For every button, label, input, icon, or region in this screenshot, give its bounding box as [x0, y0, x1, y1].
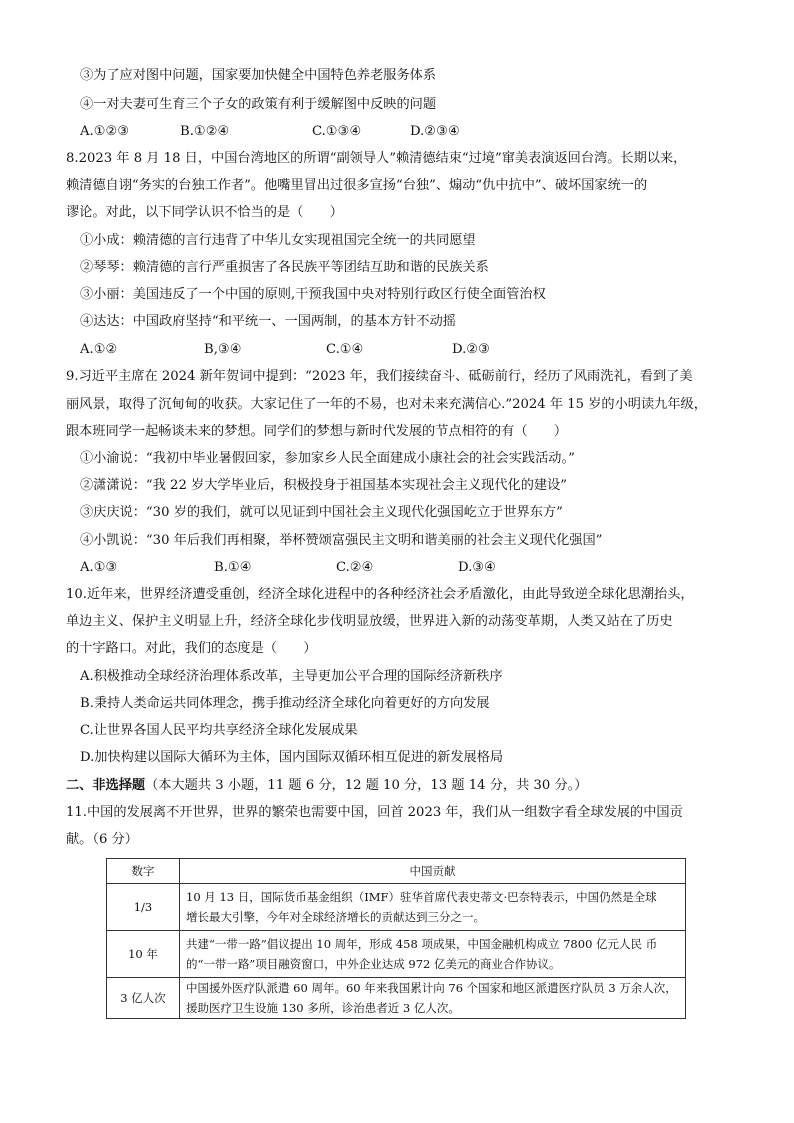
- q11-stem-line-1: 11.中国的发展离不开世界，世界的繁荣也需要中国，回首 2023 年，我们从一组数字看全球发展的中国贡: [66, 805, 683, 820]
- row-number: 10 年: [107, 931, 180, 978]
- choice-c: C.②④: [336, 560, 374, 575]
- row-contribution-line: 10 月 13 日，国际货币基金组织（IMF）驻华首席代表史蒂文·巴奈特表示，中国仍然是全球: [186, 890, 657, 904]
- q8-item-4: ④达达：中国政府坚持“和平统一、一国两制，的基本方针不动摇: [80, 314, 456, 329]
- q10-stem-line-3: 的十字路口。对此，我们的态度是（ ）: [66, 641, 317, 656]
- china-contribution-table: [106, 858, 686, 1019]
- choice-b: B.①②④: [180, 124, 230, 139]
- q10-choice-a: A.积极推动全球经济治理体系改革，主导更加公平合理的国际经济新秩序: [80, 669, 503, 684]
- column-header-number: 数字: [107, 859, 180, 884]
- choice-c: C.①③④: [312, 124, 362, 139]
- q8-item-2: ②琴琴：赖清德的言行严重损害了各民族平等团结互助和谐的民族关系: [80, 260, 489, 275]
- table-row: [107, 884, 686, 931]
- q9-stem-line-2: 丽风景，取得了沉甸甸的收获。大家记住了一年的不易，也对未来充满信心.”2024 年 15 岁的小明读九年级，: [66, 397, 707, 412]
- choice-b: B.①④: [214, 560, 252, 575]
- choice-d: D.②③④: [410, 124, 460, 139]
- table-row: [107, 978, 686, 1019]
- choice-d: D.②③: [452, 342, 490, 357]
- row-contribution-line: 增长最大引擎，今年对全球经济增长的贡献达到三分之一。: [186, 910, 485, 924]
- q9-stem-line-1: 9.习近平主席在 2024 新年贺词中提到：“2023 年，我们接续奋斗、砥砺前行，经历了风雨洗礼，看到了美: [66, 369, 693, 384]
- section-2-note: （本大题共 3 小题，11 题 6 分，12 题 10 分，13 题 14 分，共 30 分。）: [145, 778, 588, 793]
- choice-d: D.③④: [458, 560, 496, 575]
- q9-stem-line-3: 跟本班同学一起畅谈未来的梦想。同学们的梦想与新时代发展的节点相符的有（ ）: [66, 424, 568, 439]
- q8-item-3: ③小丽：美国违反了一个中国的原则,干预我国中央对特别行政区行使全面管治权: [80, 287, 546, 302]
- q9-item-2: ②潇潇说：“我 22 岁大学毕业后，积极投身于祖国基本实现社会主义现代化的建设”: [80, 478, 568, 493]
- prev-question-option-4: ④一对夫妻可生育三个子女的政策有利于缓解图中反映的问题: [80, 97, 437, 112]
- q8-stem-line-2: 赖清德自诩“务实的台独工作者”。他嘴里冒出过很多宣扬“台独”、煽动“仇中抗中”、破坏国家统一的: [66, 178, 648, 193]
- prev-question-option-3: ③为了应对图中问题，国家要加快健全中国特色养老服务体系: [80, 68, 437, 83]
- choice-a: A.①②③: [80, 124, 130, 139]
- q10-choice-c: C.让世界各国人民平均共享经济全球化发展成果: [80, 723, 358, 738]
- q10-choice-b: B.秉持人类命运共同体理念，携手推动经济全球化向着更好的方向发展: [80, 696, 490, 711]
- section-2-heading: [66, 776, 587, 796]
- row-contribution: [180, 978, 686, 1019]
- row-contribution-line: 援助医疗卫生设施 130 多所，诊治患者近 3 亿人次。: [186, 1001, 460, 1015]
- column-header-contribution: 中国贡献: [180, 859, 686, 884]
- row-number: 3 亿人次: [107, 978, 180, 1019]
- section-2-title: 二、非选择题: [66, 778, 146, 793]
- q9-item-1: ①小渝说：“我初中毕业暑假回家，参加家乡人民全面建成小康社会的社会实践活动。”: [80, 451, 575, 466]
- q9-item-4: ④小凯说：“30 年后我们再相聚，举杯赞颂富强民主文明和谐美丽的社会主义现代化强国”: [80, 533, 603, 548]
- choice-b: B,③④: [204, 342, 242, 357]
- choice-c: C.①④: [326, 342, 364, 357]
- q8-stem-line-1: 8.2023 年 8 月 18 日，中国台湾地区的所谓“副领导人”赖清德结束“过境”窜美表演返回台湾。长期以来，: [66, 151, 687, 166]
- row-contribution-line: 的“一带一路”项目融资窗口，中外企业达成 972 亿美元的商业合作协议。: [186, 957, 561, 971]
- q10-choice-d: D.加快构建以国际大循环为主体，国内国际双循环相互促进的新发展格局: [80, 750, 504, 765]
- choice-a: A.①②: [80, 342, 118, 357]
- table-header-row: [107, 859, 686, 884]
- q9-item-3: ③庆庆说：“30 岁的我们，就可以见证到中国社会主义现代化强国屹立于世界东方”: [80, 505, 563, 520]
- row-contribution: [180, 884, 686, 931]
- table-row: [107, 931, 686, 978]
- row-contribution-line: 共建“一带一路”倡议提出 10 周年，形成 458 项成果，中国金融机构成立 7800 亿元人民 币: [186, 937, 658, 951]
- q8-item-1: ①小成：赖清德的言行违背了中华儿女实现祖国完全统一的共同愿望: [80, 233, 476, 248]
- q10-stem-line-1: 10.近年来，世界经济遭受重创，经济全球化进程中的各种经济社会矛盾激化，由此导致逆全球化思潮抬头，: [66, 587, 694, 602]
- row-contribution-line: 中国援外医疗队派遣 60 周年。60 年来我国累计向 76 个国家和地区派遣医疗队员 3 万余人次，: [186, 981, 677, 995]
- row-contribution: [180, 931, 686, 978]
- row-number: 1/3: [107, 884, 180, 931]
- q11-stem-line-2: 献。（6 分）: [66, 832, 138, 847]
- q8-stem-line-3: 谬论。对此，以下同学认识不恰当的是（ ）: [66, 205, 343, 220]
- q10-stem-line-2: 单边主义、保护主义明显上升，经济全球化步伐明显放缓，世界进入新的动荡变革期，人类又站在了历史: [66, 614, 673, 629]
- choice-a: A.①③: [80, 560, 118, 575]
